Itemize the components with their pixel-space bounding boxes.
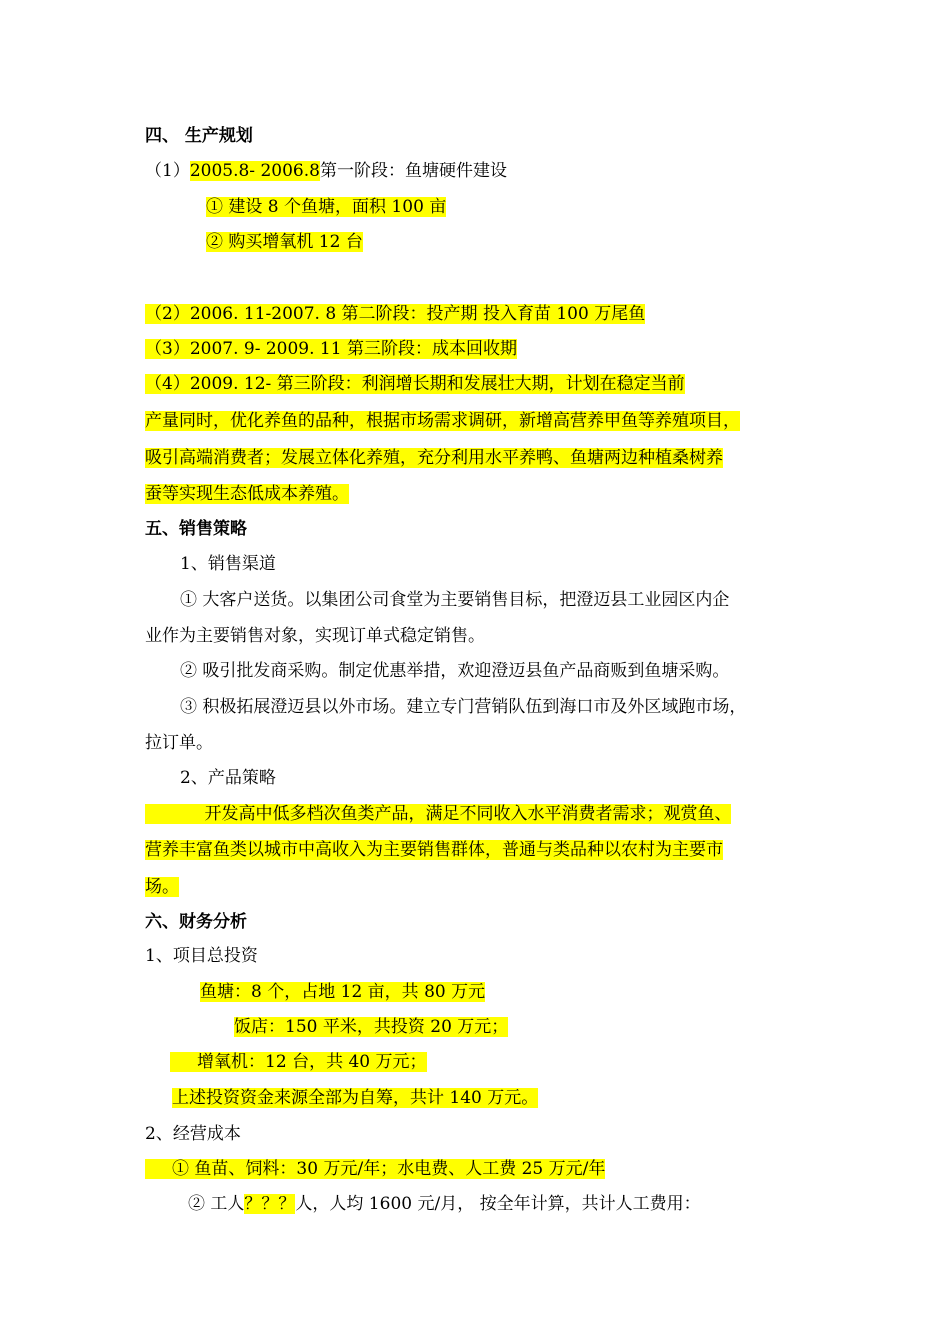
- plan-stage-1-item-a: [206, 195, 446, 219]
- investment-fish-pond: [200, 980, 485, 1004]
- plan-stage-4-line-4-text: 蚕等实现生态低成本养殖。: [145, 484, 349, 504]
- product-strategy-heading: 2、产品策略: [180, 768, 276, 788]
- sales-channel-a-line-1: ① 大客户送货。以集团公司食堂为主要销售目标，把澄迈县工业园区内企: [180, 590, 730, 610]
- plan-stage-4-line-3: [145, 446, 723, 470]
- investment-restaurant-text: 饭店：150 平米，共投资 20 万元；: [234, 1017, 509, 1037]
- product-strategy-line-1-text: [145, 804, 731, 824]
- investment-aerator: [170, 1050, 427, 1074]
- plan-stage-2: [145, 302, 645, 326]
- sales-channel-c-line-1: ③ 积极拓展澄迈县以外市场。建立专门营销队伍到海口市及外区域跑市场，: [180, 697, 747, 717]
- plan-stage-1-item-b: [206, 230, 363, 254]
- plan-stage-4-line-3-text: 吸引高端消费者；发展立体化养殖，充分利用水平养鸭、鱼塘两边种植桑树养: [145, 448, 723, 468]
- plan-stage-4-line-2-text: 产量同时，优化养鱼的品种，根据市场需求调研，新增高营养甲鱼等养殖项目，: [145, 411, 740, 431]
- operating-cost-heading: 2、经营成本: [145, 1124, 241, 1144]
- investment-heading: 1、项目总投资: [145, 946, 258, 966]
- plan-stage-3-text: （3）2007. 9- 2009. 11 第三阶段：成本回收期: [145, 339, 517, 359]
- product-strategy-line-2: [145, 838, 723, 862]
- plan-stage-4-line-1: [145, 372, 685, 396]
- product-strategy-line-2-text: 营养丰富鱼类以城市中高收入为主要销售群体，普通与类品种以农村为主要市: [145, 840, 723, 860]
- product-strategy-line-1: [145, 802, 731, 826]
- plan-stage-4-line-2: [145, 409, 740, 433]
- product-strategy-line-1-content: 开发高中低多档次鱼类产品，满足不同收入水平消费者需求；观赏鱼、: [204, 804, 732, 824]
- product-strategy-line-3-text: 场。: [145, 877, 179, 897]
- product-strategy-line-3: [145, 875, 179, 899]
- section-4-heading: 四、 生产规划: [145, 126, 253, 146]
- operating-cost-a: [145, 1157, 605, 1181]
- plan-stage-1-text: 第一阶段：鱼塘硬件建设: [319, 161, 507, 181]
- sales-channel-b: ② 吸引批发商采购。制定优惠举措，欢迎澄迈县鱼产品商贩到鱼塘采购。: [180, 661, 730, 681]
- investment-aerator-text: [170, 1052, 427, 1072]
- plan-stage-3: [145, 337, 517, 361]
- operating-cost-b-placeholder: ？？？: [244, 1194, 296, 1214]
- plan-stage-4-line-1-text: （4）2009. 12- 第三阶段：利润增长期和发展壮大期，计划在稳定当前: [145, 374, 685, 394]
- sales-channel-a-line-2: 业作为主要销售对象，实现订单式稳定销售。: [145, 626, 485, 646]
- plan-stage-2-text: （2）2006. 11-2007. 8 第二阶段：投产期 投入育苗 100 万尾鱼: [145, 304, 646, 324]
- plan-stage-1: [145, 159, 507, 183]
- sales-channel-c-line-2: 拉订单。: [145, 733, 213, 753]
- operating-cost-b-prefix: ② 工人: [188, 1194, 245, 1214]
- plan-stage-1-item-a-text: ① 建设 8 个鱼塘，面积 100 亩: [206, 197, 447, 217]
- plan-stage-1-date: 2005.8- 2006.8: [189, 161, 320, 181]
- operating-cost-a-text: [145, 1159, 605, 1179]
- operating-cost-b-suffix: 人，人均 1600 元/月， 按全年计算，共计人工费用：: [295, 1194, 701, 1214]
- investment-total-text: 上述投资资金来源全部为自筹，共计 140 万元。: [172, 1088, 539, 1108]
- section-6-heading: 六、财务分析: [145, 912, 247, 932]
- plan-stage-4-line-4: [145, 482, 349, 506]
- operating-cost-a-content: ① 鱼苗、饲料：30 万元/年；水电费、人工费 25 万元/年: [172, 1159, 606, 1179]
- plan-stage-1-item-b-text: ② 购买增氧机 12 台: [206, 232, 363, 252]
- investment-aerator-content: 增氧机：12 台，共 40 万元；: [197, 1052, 427, 1072]
- plan-stage-1-number: （1）: [145, 161, 190, 181]
- investment-restaurant: [234, 1015, 508, 1039]
- section-5-heading: 五、销售策略: [145, 519, 247, 539]
- sales-channel-heading: 1、销售渠道: [180, 554, 276, 574]
- investment-fish-pond-text: 鱼塘：8 个，占地 12 亩，共 80 万元: [200, 982, 486, 1002]
- operating-cost-b: [188, 1192, 701, 1216]
- investment-total: [172, 1086, 538, 1110]
